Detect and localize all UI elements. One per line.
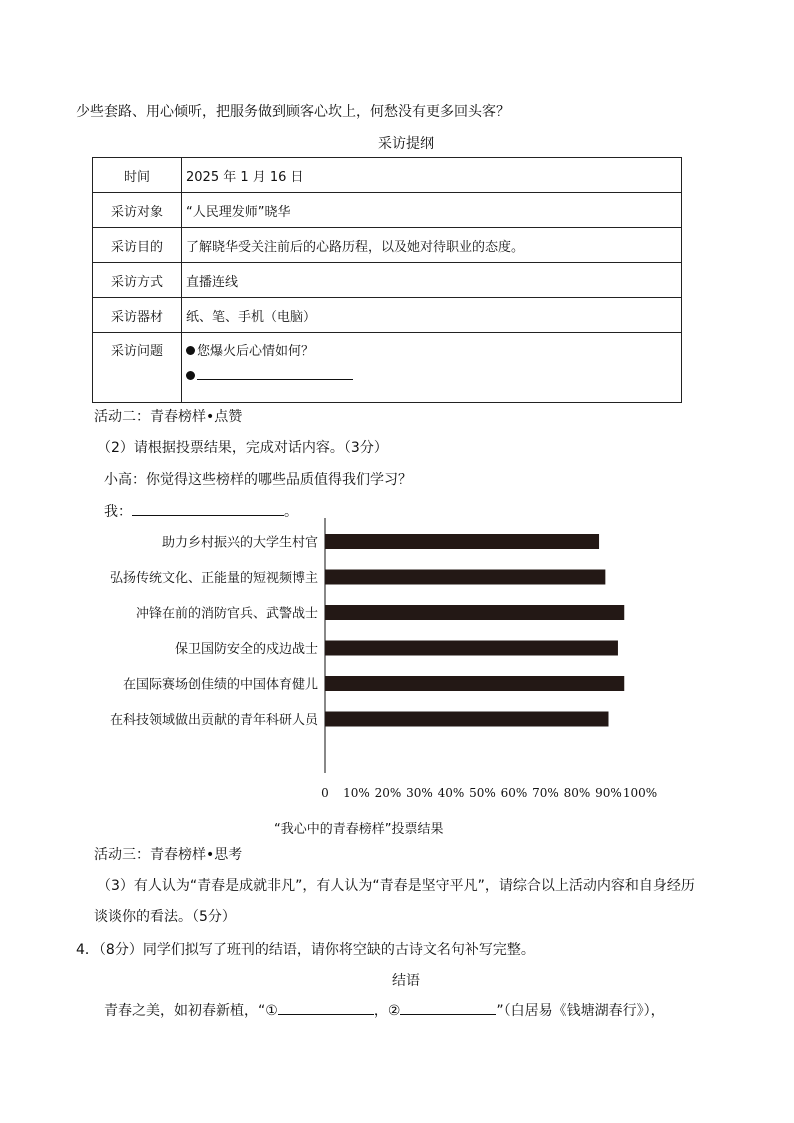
- comma: ，: [373, 1003, 388, 1019]
- interview-outline-table: [92, 157, 682, 403]
- x-tick-label: 80%: [563, 786, 591, 800]
- bullet-icon: [186, 346, 195, 355]
- category-label: 保卫国防安全的戍边战士: [174, 642, 318, 657]
- row-key: 采访对象: [93, 193, 182, 228]
- question-2-blank[interactable]: [197, 379, 353, 380]
- category-label: 弘扬传统文化、正能量的短视频博主: [109, 571, 318, 586]
- q4-text: 4．（8分）同学们拟写了班刊的结语，请你将空缺的古诗文名句补写完整。: [76, 942, 535, 958]
- poem-blank-1[interactable]: [278, 1014, 374, 1015]
- row-value: 纸、笔、手机（电脑）: [182, 298, 682, 333]
- row-key: 采访问题: [93, 333, 182, 403]
- x-tick-label: 0: [321, 786, 329, 800]
- category-label: 在国际赛场创佳绩的中国体育健儿: [122, 677, 318, 693]
- x-tick-label: 70%: [532, 786, 559, 800]
- outline-title: 采访提纲: [378, 136, 434, 152]
- row-value: 2025 年 1 月 16 日: [182, 158, 682, 193]
- blank-2-number: ②: [387, 1003, 401, 1019]
- x-tick-label: 100%: [622, 786, 658, 800]
- category-label: 冲锋在前的消防官兵、武警战士: [135, 606, 318, 622]
- bar: [325, 712, 609, 727]
- activity3-task-line2: 谈谈你的看法。（5分）: [94, 909, 236, 925]
- table-row: [93, 333, 682, 403]
- intro-line: 少些套路、用心倾听，把服务做到顾客心坎上，何愁没有更多回头客？: [76, 104, 510, 120]
- answer-blank[interactable]: [132, 515, 284, 516]
- conclusion-line: [104, 1000, 665, 1020]
- bullet-icon: [186, 371, 195, 380]
- line-start: 青春之美，如初春新植，“: [104, 1003, 266, 1019]
- table-row: [93, 228, 682, 263]
- bar: [325, 570, 605, 585]
- bar: [325, 641, 618, 656]
- activity2-task: （2）请根据投票结果，完成对话内容。（3分）: [97, 440, 388, 456]
- row-value: 了解晓华受关注前后的心路历程，以及她对待职业的态度。: [182, 228, 682, 263]
- line-end: ”（白居易《钱塘湖春行》），: [496, 1003, 665, 1019]
- bar: [325, 534, 599, 549]
- row-key: 采访目的: [93, 228, 182, 263]
- x-tick-label: 20%: [374, 786, 402, 800]
- x-tick-label: 90%: [595, 786, 622, 800]
- question-cell: [182, 333, 682, 403]
- blank-1-number: ①: [265, 1003, 278, 1019]
- row-key: 采访方式: [93, 263, 182, 298]
- me-suffix: 。: [284, 504, 298, 520]
- category-label: 助力乡村振兴的大学生村官: [161, 535, 318, 551]
- row-value: 直播连线: [182, 263, 682, 298]
- table-row: [93, 193, 682, 228]
- question-1: 您爆火后心情如何？: [197, 344, 315, 359]
- activity3-task-line1: （3）有人认为“青春是成就非凡”，有人认为“青春是坚守平凡”，请综合以上活动内容和自身经历: [97, 878, 695, 894]
- x-tick-label: 30%: [406, 786, 433, 800]
- vote-result-chart: [90, 518, 690, 848]
- table-row: [93, 263, 682, 298]
- activity2-title: 活动二：青春榜样•点赞: [94, 409, 243, 425]
- me-prefix: 我：: [104, 504, 132, 520]
- xiaogao-line: 小高：你觉得这些榜样的哪些品质值得我们学习？: [104, 472, 412, 488]
- table-row: [93, 158, 682, 193]
- conclusion-heading: 结语: [392, 973, 420, 989]
- row-value: “人民理发师”晓华: [182, 193, 682, 228]
- category-label: 在科技领域做出贡献的青年科研人员: [109, 713, 318, 728]
- bar: [325, 676, 624, 691]
- x-tick-label: 60%: [500, 786, 528, 800]
- table-row: [93, 298, 682, 333]
- activity3-title: 活动三：青春榜样•思考: [94, 847, 243, 863]
- row-key: 时间: [93, 158, 182, 193]
- x-tick-label: 40%: [437, 786, 465, 800]
- bar: [325, 605, 624, 620]
- x-tick-label: 10%: [343, 786, 370, 800]
- chart-title: “我心中的青春榜样”投票结果: [274, 822, 444, 837]
- poem-blank-2[interactable]: [400, 1014, 496, 1015]
- x-tick-label: 50%: [469, 786, 496, 800]
- row-key: 采访器材: [93, 298, 182, 333]
